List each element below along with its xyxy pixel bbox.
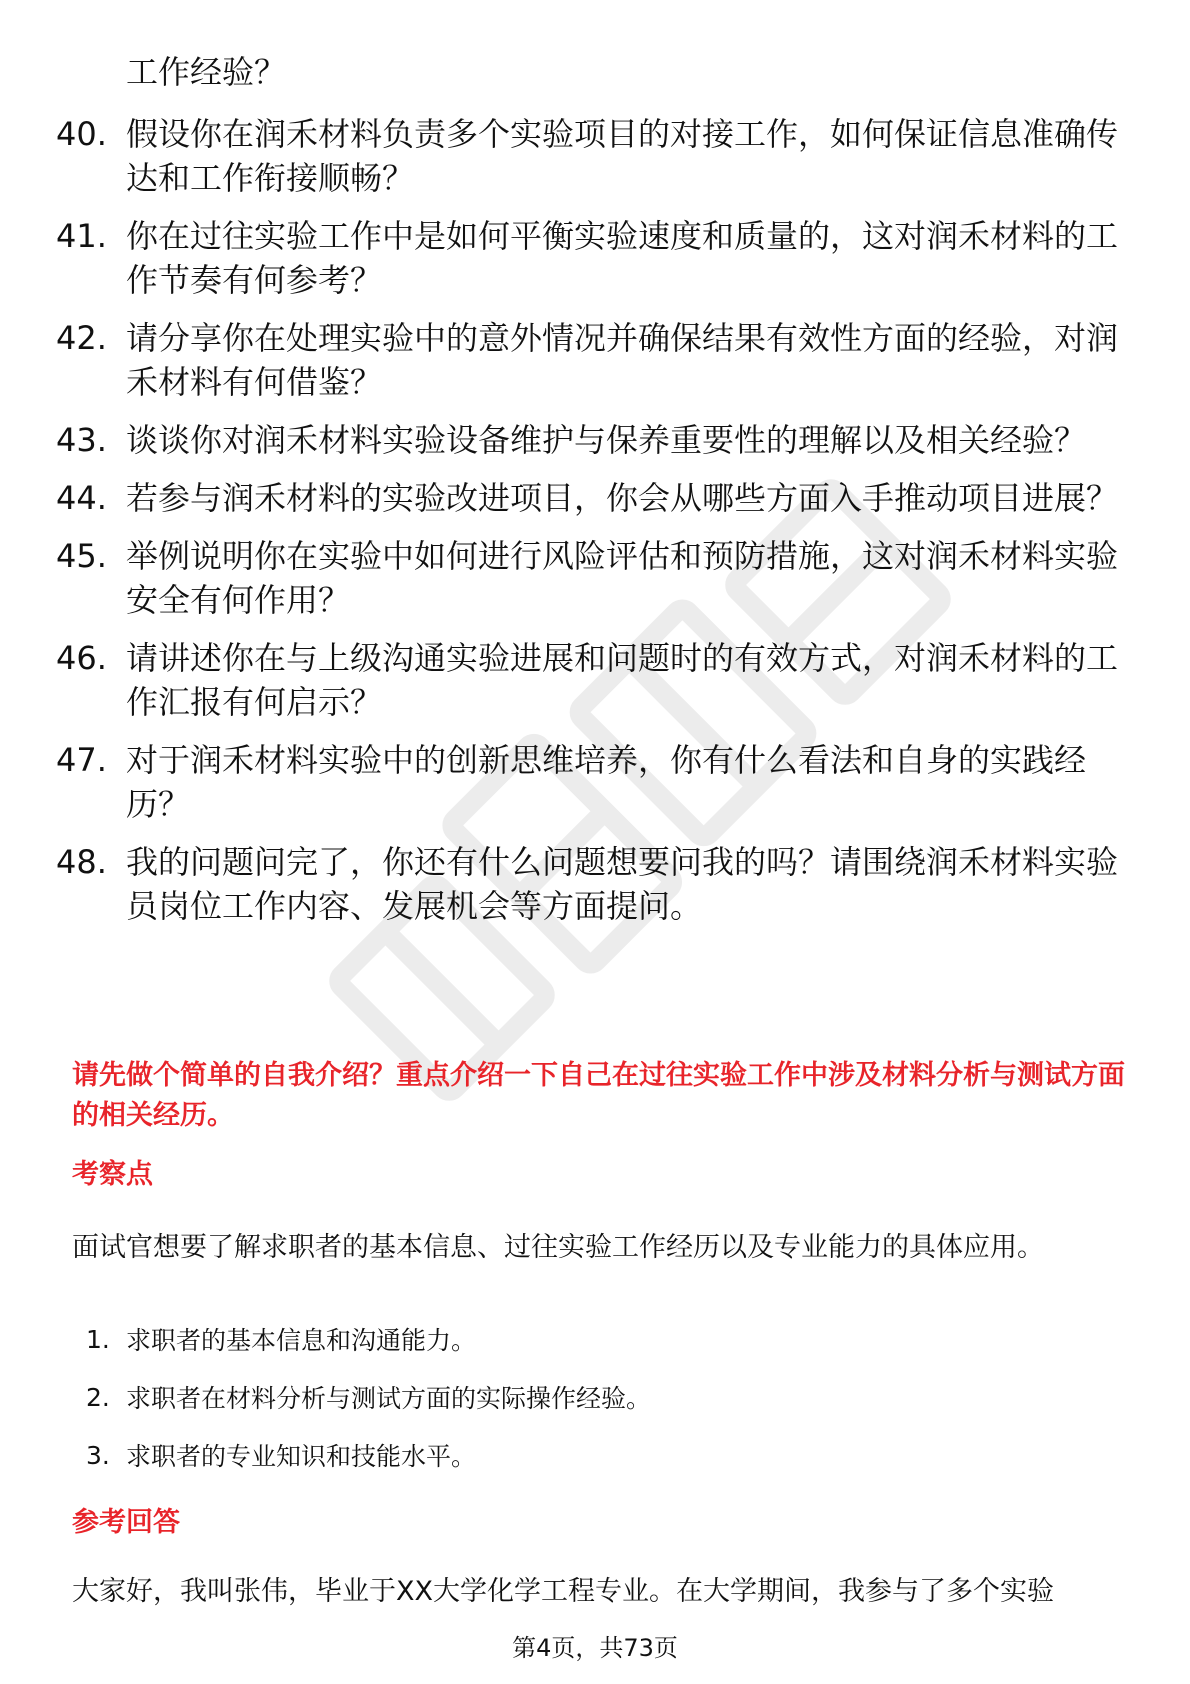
- reference-answer-text: 大家好，我叫张伟，毕业于XX大学化学工程专业。在大学期间，我参与了多个实验: [72, 1576, 1054, 1607]
- question-number: 45.: [56, 537, 107, 575]
- question-list: [56, 112, 1136, 942]
- question-number: 48.: [56, 843, 107, 881]
- question-number: 41.: [56, 217, 107, 255]
- exam-points-list: [86, 1310, 651, 1484]
- point-number: 1.: [86, 1324, 110, 1354]
- list-item: [86, 1310, 651, 1368]
- list-item: [56, 418, 1136, 462]
- question-number: 44.: [56, 479, 107, 517]
- question-text: 对于润禾材料实验中的创新思维培养，你有什么看法和自身的实践经历？: [126, 741, 1087, 823]
- question-text: 请分享你在处理实验中的意外情况并确保结果有效性方面的经验，对润禾材料有何借鉴？: [126, 319, 1119, 401]
- point-text: 求职者在材料分析与测试方面的实际操作经验。: [126, 1384, 652, 1413]
- list-item: [56, 214, 1136, 302]
- question-number: 47.: [56, 741, 107, 779]
- list-item: [56, 840, 1136, 928]
- point-number: 2.: [86, 1382, 110, 1412]
- exam-points-heading: 考察点: [72, 1159, 153, 1190]
- page-footer: 第4页，共73页: [512, 1634, 678, 1662]
- list-item: [56, 476, 1136, 520]
- question-number: 40.: [56, 115, 107, 153]
- exam-points-intro: 面试官想要了解求职者的基本信息、过往实验工作经历以及专业能力的具体应用。: [72, 1232, 1044, 1263]
- question-text: 请讲述你在与上级沟通实验进展和问题时的有效方式，对润禾材料的工作汇报有何启示？: [126, 639, 1119, 721]
- question-text: 举例说明你在实验中如何进行风险评估和预防措施，这对润禾材料实验安全有何作用？: [126, 537, 1119, 619]
- reference-answer-heading: 参考回答: [72, 1507, 180, 1538]
- list-item: [56, 738, 1136, 826]
- question-number: 42.: [56, 319, 107, 357]
- list-item: [56, 636, 1136, 724]
- highlighted-question: 请先做个简单的自我介绍？重点介绍一下自己在过往实验工作中涉及材料分析与测试方面的相关经历。: [72, 1060, 1125, 1131]
- question-text: 若参与润禾材料的实验改进项目，你会从哪些方面入手推动项目进展？: [126, 479, 1119, 517]
- question-text: 我的问题问完了，你还有什么问题想要问我的吗？请围绕润禾材料实验员岗位工作内容、发展机会等方面提问。: [126, 843, 1119, 925]
- question-text: 你在过往实验工作中是如何平衡实验速度和质量的，这对润禾材料的工作节奏有何参考？: [126, 217, 1119, 299]
- continued-question-text: 工作经验？: [126, 53, 287, 91]
- question-number: 43.: [56, 421, 107, 459]
- list-item: [86, 1426, 651, 1484]
- question-number: 46.: [56, 639, 107, 677]
- list-item: [56, 534, 1136, 622]
- point-number: 3.: [86, 1440, 110, 1470]
- list-item: [56, 112, 1136, 200]
- point-text: 求职者的专业知识和技能水平。: [126, 1442, 477, 1471]
- question-text: 谈谈你对润禾材料实验设备维护与保养重要性的理解以及相关经验？: [126, 421, 1087, 459]
- list-item: [56, 316, 1136, 404]
- question-text: 假设你在润禾材料负责多个实验项目的对接工作，如何保证信息准确传达和工作衔接顺畅？: [126, 115, 1119, 197]
- list-item: [86, 1368, 651, 1426]
- point-text: 求职者的基本信息和沟通能力。: [126, 1326, 477, 1355]
